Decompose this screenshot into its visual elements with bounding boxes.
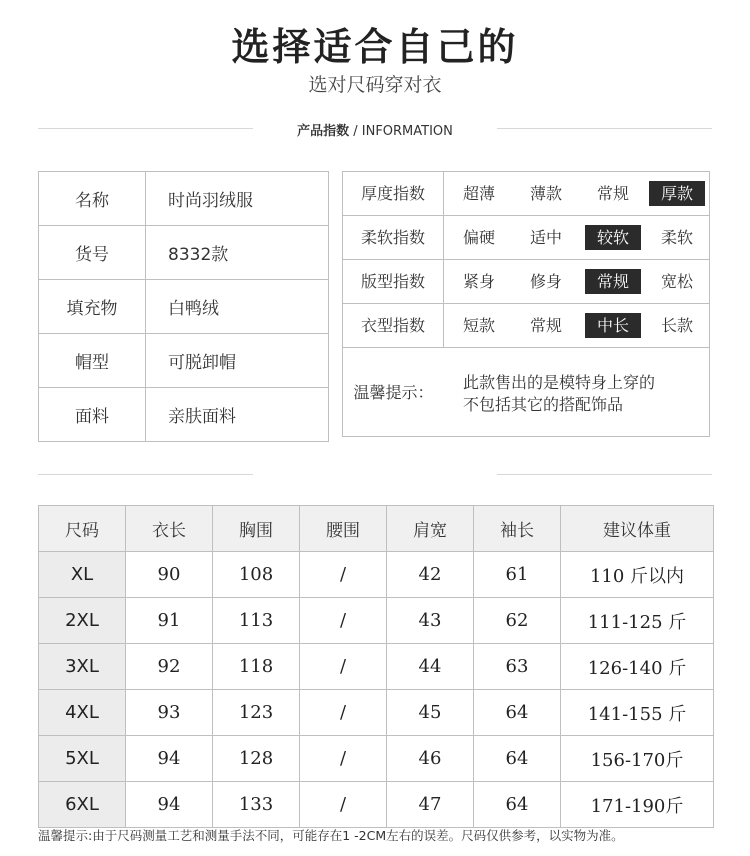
index-row-softness (343, 216, 709, 260)
table-cell: 93 (126, 690, 213, 736)
page-subtitle: 选对尺码穿对衣 (308, 74, 442, 96)
tip-line: 此款售出的是模特身上穿的 (463, 373, 656, 392)
col-header: 衣长 (126, 506, 213, 552)
table-cell: 111-125 斤 (561, 598, 714, 644)
section-heading-cn: 产品指数 (297, 124, 350, 139)
table-cell: 47 (387, 782, 474, 828)
index-label: 衣型指数 (343, 304, 444, 347)
product-index-panel (342, 171, 710, 437)
col-header: 尺码 (39, 506, 126, 552)
index-label: 厚度指数 (343, 172, 444, 215)
size-chart-table (38, 505, 714, 828)
table-cell: 46 (387, 736, 474, 782)
table-cell: / (300, 552, 387, 598)
table-cell: 171-190斤 (561, 782, 714, 828)
index-option: 常规 (529, 316, 562, 335)
table-cell: 92 (126, 644, 213, 690)
size-cell: 2XL (39, 598, 126, 644)
info-row (39, 280, 329, 334)
table-cell: 91 (126, 598, 213, 644)
info-key: 帽型 (39, 334, 146, 388)
table-cell: 63 (474, 644, 561, 690)
section-heading (0, 120, 750, 139)
table-cell: / (300, 598, 387, 644)
table-row (39, 644, 714, 690)
index-option: 常规 (585, 269, 641, 294)
info-key: 面料 (39, 388, 146, 442)
index-option: 适中 (529, 228, 562, 247)
index-option: 柔软 (660, 228, 693, 247)
size-header-row (39, 506, 714, 552)
table-row (39, 690, 714, 736)
size-cell: 3XL (39, 644, 126, 690)
section-heading-en: / INFORMATION (349, 124, 453, 139)
divider-left-2 (38, 474, 253, 475)
size-cell: 5XL (39, 736, 126, 782)
table-cell: 94 (126, 736, 213, 782)
table-cell: 123 (213, 690, 300, 736)
table-cell: 45 (387, 690, 474, 736)
info-row (39, 334, 329, 388)
index-row-fit (343, 260, 709, 304)
col-header: 肩宽 (387, 506, 474, 552)
info-value: 8332款 (146, 226, 329, 280)
col-header: 建议体重 (561, 506, 714, 552)
info-key: 名称 (39, 172, 146, 226)
size-cell: 4XL (39, 690, 126, 736)
index-option: 短款 (462, 316, 495, 335)
index-option: 紧身 (462, 272, 495, 291)
info-row (39, 388, 329, 442)
table-cell: 108 (213, 552, 300, 598)
table-cell: 133 (213, 782, 300, 828)
index-option: 偏硬 (462, 228, 495, 247)
info-value: 亲肤面料 (146, 388, 329, 442)
table-cell: 126-140 斤 (561, 644, 714, 690)
table-cell: 64 (474, 690, 561, 736)
info-key: 货号 (39, 226, 146, 280)
info-key: 填充物 (39, 280, 146, 334)
index-option: 长款 (660, 316, 693, 335)
size-cell: 6XL (39, 782, 126, 828)
table-cell: 62 (474, 598, 561, 644)
table-cell: 43 (387, 598, 474, 644)
index-option: 厚款 (649, 181, 705, 206)
size-cell: XL (39, 552, 126, 598)
table-cell: / (300, 644, 387, 690)
table-cell: / (300, 782, 387, 828)
table-row (39, 782, 714, 828)
divider-right (497, 128, 712, 129)
table-cell: 113 (213, 598, 300, 644)
col-header: 袖长 (474, 506, 561, 552)
table-row (39, 736, 714, 782)
tip-text (463, 372, 703, 416)
table-cell: 128 (213, 736, 300, 782)
info-value: 可脱卸帽 (146, 334, 329, 388)
table-cell: / (300, 690, 387, 736)
index-option: 中长 (585, 313, 641, 338)
index-option: 薄款 (529, 184, 562, 203)
col-header: 胸围 (213, 506, 300, 552)
index-option: 常规 (596, 184, 629, 203)
table-cell: 118 (213, 644, 300, 690)
table-cell: 61 (474, 552, 561, 598)
table-cell: 90 (126, 552, 213, 598)
index-option: 宽松 (660, 272, 693, 291)
index-row-length (343, 304, 709, 348)
col-header: 腰围 (300, 506, 387, 552)
table-cell: 44 (387, 644, 474, 690)
table-cell: 94 (126, 782, 213, 828)
tip-line: 不包括其它的搭配饰品 (463, 395, 624, 414)
table-cell: 64 (474, 736, 561, 782)
footnote: 温馨提示:由于尺码测量工艺和测量手法不同，可能存在1 -2CM左右的误差。尺码仅供参考，以实物为准。 (38, 828, 624, 843)
table-cell: / (300, 736, 387, 782)
table-cell: 64 (474, 782, 561, 828)
info-row (39, 172, 329, 226)
index-label: 柔软指数 (343, 216, 444, 259)
table-cell: 156-170斤 (561, 736, 714, 782)
table-row (39, 598, 714, 644)
table-cell: 42 (387, 552, 474, 598)
table-cell: 110 斤以内 (561, 552, 714, 598)
index-option: 超薄 (462, 184, 495, 203)
page-title: 选择适合自己的 (231, 25, 519, 69)
table-cell: 141-155 斤 (561, 690, 714, 736)
index-option: 修身 (529, 272, 562, 291)
info-value: 白鸭绒 (146, 280, 329, 334)
divider-right-2 (497, 474, 712, 475)
index-option: 较软 (585, 225, 641, 250)
table-row (39, 552, 714, 598)
index-row-thickness (343, 172, 709, 216)
tip-label: 温馨提示： (353, 383, 434, 402)
index-label: 版型指数 (343, 260, 444, 303)
product-info-table (38, 171, 329, 442)
info-value: 时尚羽绒服 (146, 172, 329, 226)
info-row (39, 226, 329, 280)
